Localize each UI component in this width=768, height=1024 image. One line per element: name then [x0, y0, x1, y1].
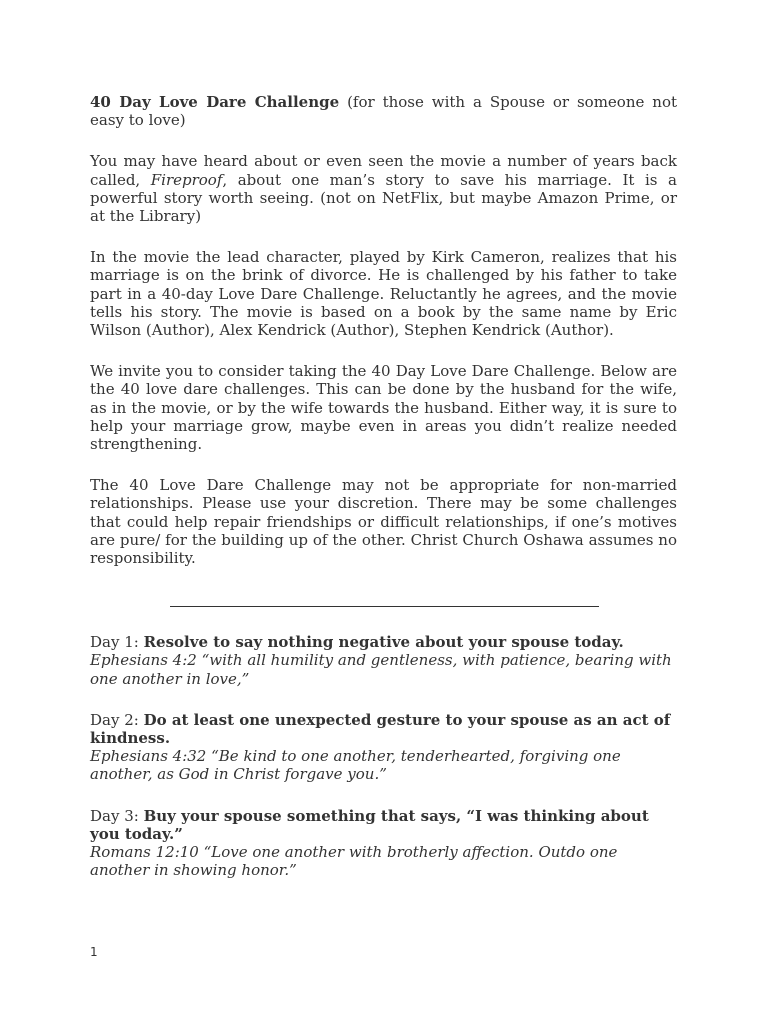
disclaimer-paragraph: The 40 Love Dare Challenge may not be appropriate for non-married relationships. Please use your discretion. There may be some challenges that could help repair friendships or difficult relationships, if one’s motives are pure/ for the building up of the other. Christ Church Oshawa assumes no responsibility.	[90, 476, 677, 568]
invite-paragraph: We invite you to consider taking the 40 Day Love Dare Challenge. Below are the 40 love dare challenges. This can be done by the husband for the wife, as in the movie, or by the wife towards the husband. Either way, it is sure to help your marriage grow, maybe even in areas you didn’t realize needed strengthening.	[90, 362, 677, 454]
page-number: 1	[90, 945, 98, 959]
day-2-challenge: Do at least one unexpected gesture to your spouse as an act of kindness.	[90, 710, 671, 748]
day-entry-2	[90, 711, 677, 784]
day-2-verse: Ephesians 4:32 “Be kind to one another, tenderhearted, forgiving one another, as God in Christ forgave you.”	[90, 747, 621, 784]
day-3-challenge: Buy your spouse something that says, “I was thinking about you today.”	[90, 806, 649, 843]
section-divider-wrap	[90, 590, 677, 610]
day-1-challenge: Resolve to say nothing negative about your spouse today.	[143, 633, 624, 652]
document-subtitle: (for those with a Spouse or someone not easy to love)	[90, 93, 677, 130]
day-1-verse: Ephesians 4:2 “with all humility and gentleness, with patience, bearing with one another in love,”	[90, 651, 672, 688]
movie-text-end: , about one man’s story to save his marriage. It is a powerful story worth seeing. (not on NetFlix, but maybe Amazon Prime, or at the Library)	[90, 170, 677, 226]
document-page	[90, 93, 677, 903]
day-3-heading	[90, 807, 677, 843]
movie-text-start: You may have heard about or even seen the movie a number of years back called,	[90, 152, 677, 189]
day-entry-1	[90, 633, 677, 688]
day-entry-3	[90, 807, 677, 880]
day-2-label: Day 2:	[90, 710, 144, 729]
day-3-label: Day 3:	[90, 806, 144, 825]
intro-paragraph	[90, 93, 677, 129]
day-1-heading	[90, 633, 677, 651]
day-2-heading	[90, 711, 677, 747]
section-divider	[170, 606, 599, 607]
day-1-label: Day 1:	[90, 633, 144, 652]
movie-paragraph	[90, 152, 677, 225]
movie-title: Fireproof	[150, 170, 223, 189]
plot-paragraph: In the movie the lead character, played by Kirk Cameron, realizes that his marriage is on the brink of divorce. He is challenged by his father to take part in a 40-day Love Dare Challenge. Reluctantly he agrees, and the movie tells his story. The movie is based on a book by the same name by Eric Wilson (Author), Alex Kendrick (Author), Stephen Kendrick (Author).	[90, 248, 677, 340]
document-title: 40 Day Love Dare Challenge	[90, 93, 340, 111]
day-3-verse: Romans 12:10 “Love one another with brotherly affection. Outdo one another in showing honor.”	[90, 843, 618, 880]
